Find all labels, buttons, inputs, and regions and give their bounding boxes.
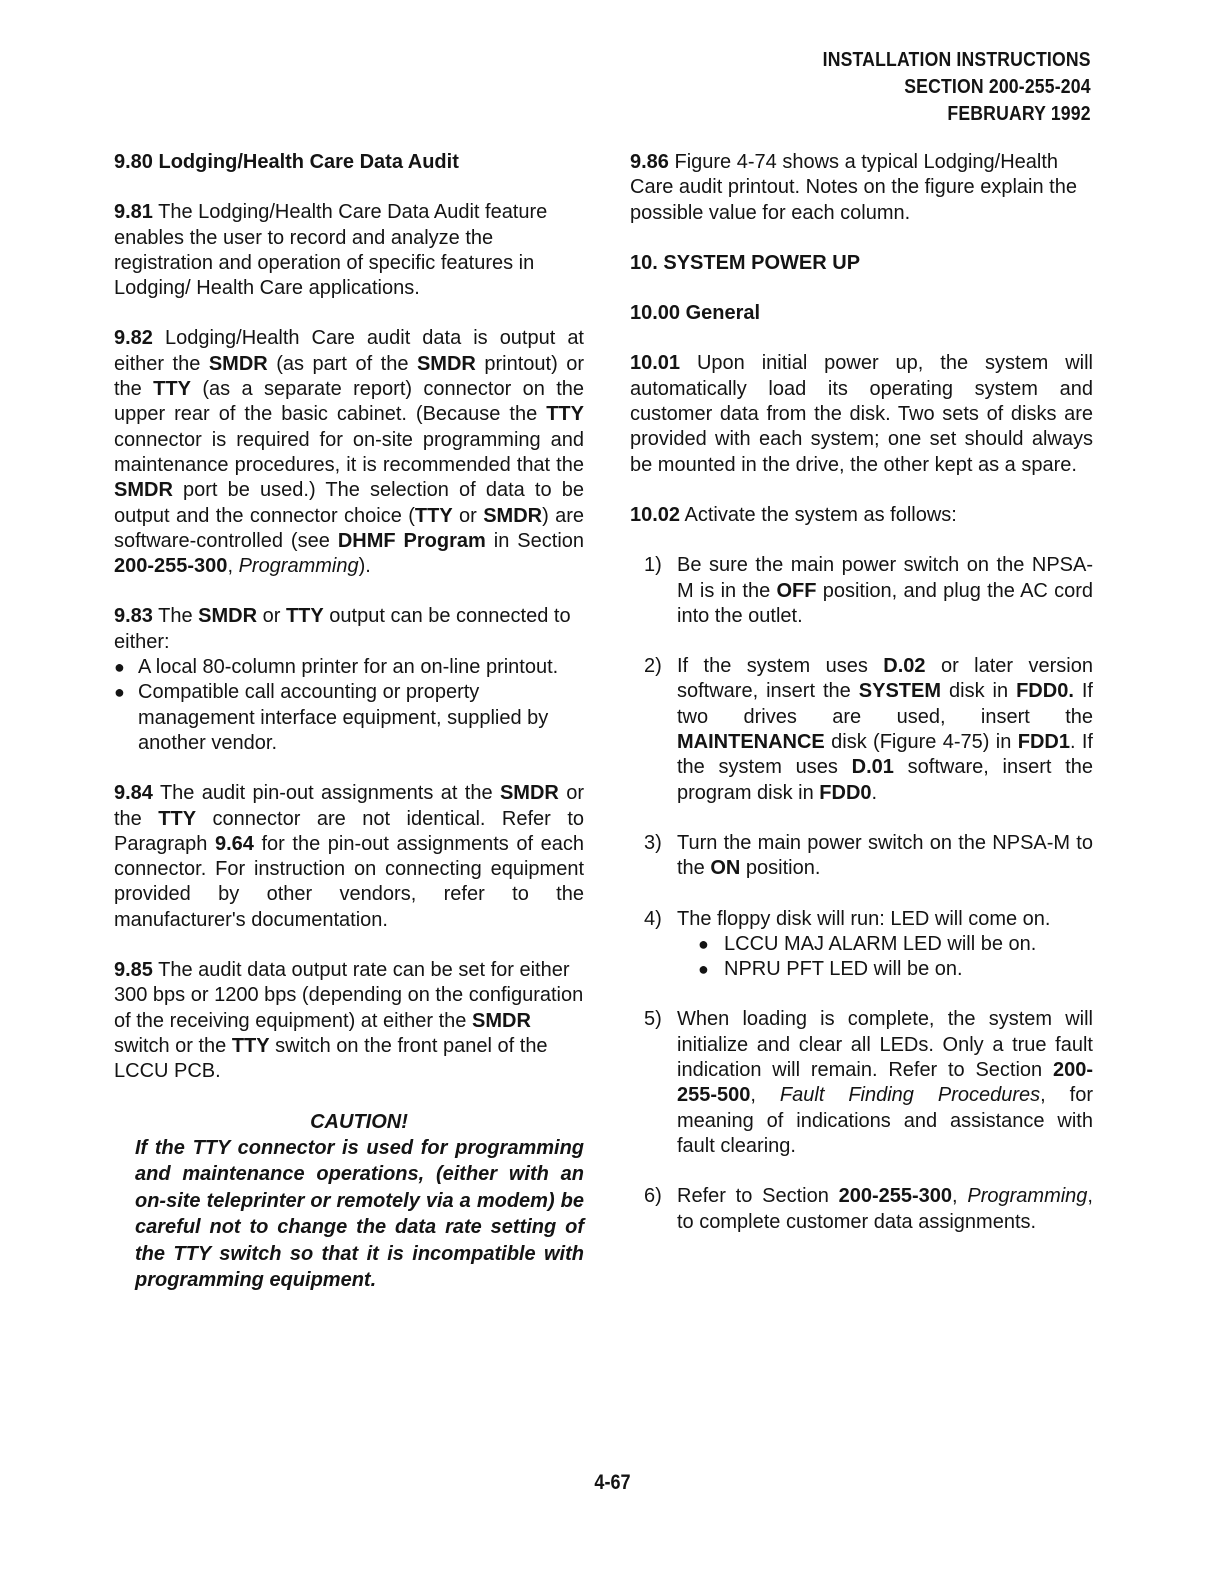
para-number: 9.85 xyxy=(114,959,153,982)
list-item: ● A local 80-column printer for an on-line printout. xyxy=(114,655,584,680)
caution-title: CAUTION! xyxy=(310,1110,408,1133)
step-number: 4) xyxy=(644,907,662,930)
step-number: 1) xyxy=(644,554,662,577)
step-2: 2) If the system uses D.02 or later version software, insert the SYSTEM disk in FDD0. If two drives are used, insert the MAINTENANCE disk (Figure 4-75) in FDD1. If the system uses D.01 software, insert the program disk in FDD0. xyxy=(644,655,1093,804)
heading-10-00: 10.00 General xyxy=(630,302,761,325)
list-item: ● LCCU MAJ ALARM LED will be on. xyxy=(698,932,1093,957)
list-item: ● NPRU PFT LED will be on. xyxy=(698,957,1093,982)
bullet-list-9-83 xyxy=(114,655,584,756)
paragraph-9-85: 9.85 The audit data output rate can be set for either 300 bps or 1200 bps (depending on the configuration of the receiving equipment) at either the SMDR switch or the TTY switch on the front panel of the LCCU PCB. xyxy=(114,959,584,1083)
step-list xyxy=(630,553,1093,1235)
step-3: 3) Turn the main power switch on the NPSA-M to the ON position. xyxy=(644,831,1093,880)
left-column xyxy=(114,150,584,1294)
para-number: 9.86 xyxy=(630,151,669,173)
bullet-icon: ● xyxy=(698,959,709,980)
step-number: 2) xyxy=(644,655,662,678)
para-number: 9.84 xyxy=(114,782,153,805)
step-number: 6) xyxy=(644,1185,662,1208)
paragraph-9-81: 9.81 The Lodging/Health Care Data Audit feature enables the user to record and analyze the registration and operation of specific features in Lodging/ Health Care applications. xyxy=(114,201,548,300)
bullet-icon: ● xyxy=(114,682,125,703)
right-column xyxy=(630,150,1093,1260)
paragraph-9-84: 9.84 The audit pin-out assignments at the SMDR or the TTY connector are not identical. Refer to Paragraph 9.64 for the pin-out assignments of each connector. For instruction on connecting equipment provided by other vendors, refer to the manufacturer's documentation. xyxy=(114,782,585,931)
step-1: 1) Be sure the main power switch on the NPSA-M is in the OFF position, and plug the AC cord into the outlet. xyxy=(644,554,1094,627)
step-5: 5) When loading is complete, the system will initialize and clear all LEDs. Only a true fault indication will remain. Refer to Section 200-255-500, Fault Finding Procedures, for meaning of indications and assistance with fault clearing. xyxy=(644,1008,1093,1157)
heading-9-80: 9.80 Lodging/Health Care Data Audit xyxy=(114,151,459,173)
step-4-sublist xyxy=(677,932,1093,983)
para-number: 9.83 xyxy=(114,605,153,628)
paragraph-9-86: 9.86 Figure 4-74 shows a typical Lodging/Health Care audit printout. Notes on the figure explain the possible value for each column. xyxy=(630,151,1077,224)
bullet-icon: ● xyxy=(114,657,125,678)
para-number: 10.02 xyxy=(630,503,681,526)
step-number: 5) xyxy=(644,1008,662,1031)
header-section: SECTION 200-255-204 xyxy=(904,75,1091,98)
paragraph-10-02: 10.02 Activate the system as follows: xyxy=(630,503,957,526)
bullet-icon: ● xyxy=(698,933,709,954)
heading-10: 10. SYSTEM POWER UP xyxy=(630,251,861,274)
step-number: 3) xyxy=(644,831,662,854)
page-header xyxy=(823,46,1091,127)
header-title: INSTALLATION INSTRUCTIONS xyxy=(822,48,1091,71)
caution-text: If the TTY connector is used for programming and maintenance operations, (either with an on-site teleprinter or remotely via a modem) be careful not to change the data rate setting of the TTY switch so that it is incompatible with programming equipment. xyxy=(135,1136,584,1292)
para-number: 9.82 xyxy=(114,327,153,350)
para-number: 9.81 xyxy=(114,201,153,224)
list-item: ● Compatible call accounting or property management interface equipment, supplied by another vendor. xyxy=(114,681,549,754)
paragraph-9-82: 9.82 Lodging/Health Care audit data is output at either the SMDR (as part of the SMDR printout) or the TTY (as a separate report) connector on the upper rear of the basic cabinet. (Because the TTY connector is required for on-site programming and maintenance procedures, it is recommended that the SMDR port be used.) The selection of data to be output and the connector choice (TTY or SMDR) are software-controlled (see DHMF Program in Section 200-255-300, Programming). xyxy=(114,327,585,578)
paragraph-10-01: 10.01 Upon initial power up, the system will automatically load its operating system and customer data from the disk. Two sets of disks are provided with each system; one set should always be mounted in the drive, the other kept as a spare. xyxy=(630,352,1093,476)
para-number: 10.01 xyxy=(630,352,681,375)
step-6: 6) Refer to Section 200-255-300, Programming, to complete customer data assignments. xyxy=(644,1185,1093,1233)
page-number: 4-67 xyxy=(594,1471,631,1494)
step-4: 4) The floppy disk will run: LED will come on. ● LCCU MAJ ALARM LED will be on. ● NPRU PFT LED will be on. xyxy=(630,907,1093,983)
header-date: FEBRUARY 1992 xyxy=(947,102,1091,125)
paragraph-9-83: 9.83 The SMDR or TTY output can be connected to either: xyxy=(114,605,571,653)
